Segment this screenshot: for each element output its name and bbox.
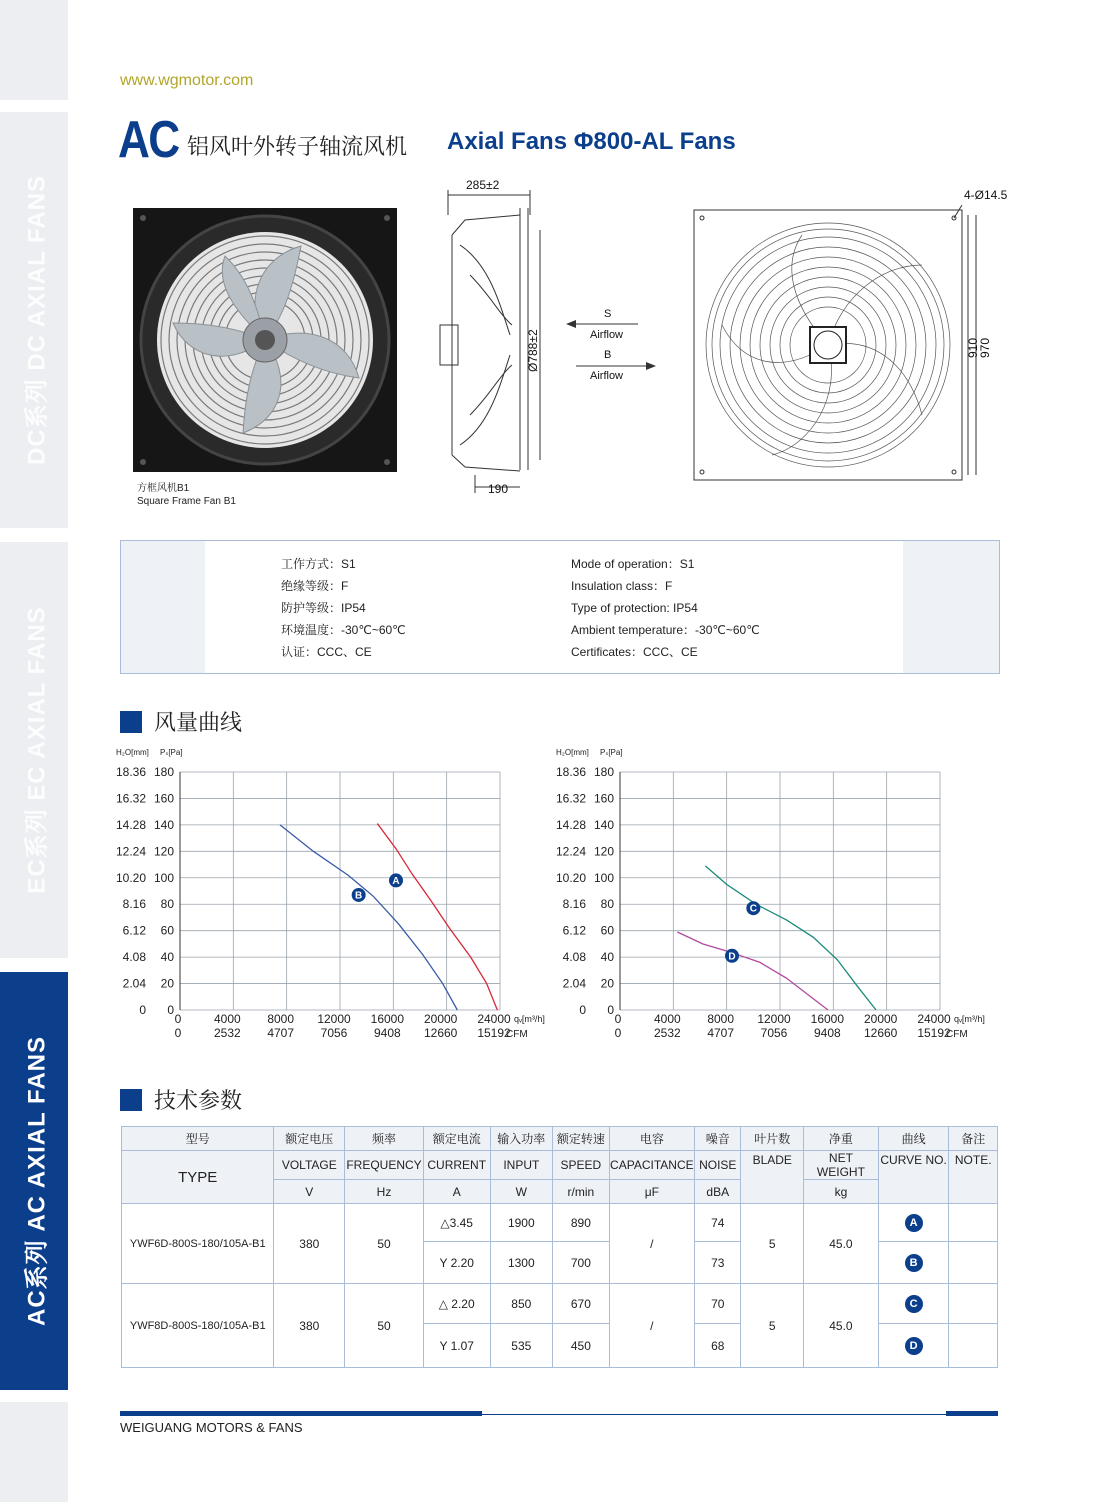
y-axis-label-pa: Pₛ[Pa] — [600, 748, 623, 757]
cell-current: Y 1.07 — [423, 1324, 490, 1368]
y-tick-mm: 16.32 — [115, 791, 146, 806]
y-tick-pa: 180 — [593, 765, 614, 779]
fan-curve-chart-1 — [110, 742, 570, 1044]
curve-label-d: D — [728, 951, 736, 963]
cell-noise: 70 — [695, 1284, 741, 1324]
th-en-note: NOTE. — [949, 1151, 998, 1204]
y-tick-mm: 8.16 — [562, 897, 586, 912]
photo-caption-cn: 方框风机B1 — [137, 483, 190, 494]
footer-bar-left — [120, 1411, 482, 1416]
th-en-curve: CURVE NO. — [878, 1151, 949, 1204]
th-unit-a: A — [423, 1180, 490, 1204]
th-unit-hz: Hz — [345, 1180, 424, 1204]
cell-type: YWF6D-800S-180/105A-B1 — [122, 1204, 274, 1284]
side-tab-ac[interactable] — [0, 972, 68, 1390]
side-tab-dc-label: DC系列 DC AXIAL FANS — [23, 174, 51, 466]
x-tick-cfm: 2532 — [653, 1026, 681, 1040]
cell-speed: 450 — [553, 1324, 610, 1368]
x-tick-cfm: 12660 — [863, 1026, 898, 1040]
th-cn-noise: 噪音 — [695, 1127, 741, 1151]
dim-width: 285±2 — [466, 178, 500, 192]
y-tick-mm: 4.08 — [562, 950, 586, 965]
cell-type: YWF8D-800S-180/105A-B1 — [122, 1284, 274, 1368]
y-tick-pa: 60 — [600, 923, 614, 938]
table-row — [122, 1204, 998, 1242]
curve-label-b: B — [355, 890, 363, 902]
th-unit-kg: kg — [804, 1180, 879, 1204]
y-tick-mm: 8.16 — [122, 897, 146, 912]
dim-970: 970 — [978, 337, 992, 358]
y-axis-label-mm: H₂O[mm] — [116, 748, 149, 757]
y-tick-mm: 6.12 — [562, 923, 586, 938]
y-tick-mm: 10.20 — [555, 870, 586, 885]
airflow-b-label: Airflow — [590, 370, 624, 382]
x-tick-m3h: 16000 — [370, 1012, 405, 1026]
th-cn-weight: 净重 — [804, 1127, 879, 1151]
cell-curve[interactable] — [878, 1204, 949, 1242]
title-ac: AC — [118, 111, 179, 169]
x-tick-cfm: 15192 — [477, 1026, 511, 1040]
th-en-capacitance: CAPACITANCE — [609, 1151, 694, 1180]
spec-box — [120, 540, 1000, 674]
curve-badge-c[interactable]: C — [905, 1295, 923, 1313]
x-tick-m3h: 0 — [174, 1012, 182, 1026]
curve-line-d — [677, 932, 828, 1010]
th-cn-frequency: 频率 — [345, 1127, 424, 1151]
cell-curve[interactable] — [878, 1324, 949, 1368]
tech-params-table — [121, 1126, 998, 1368]
th-en-frequency: FREQUENCY — [345, 1151, 424, 1180]
x-tick-m3h: 0 — [614, 1012, 622, 1026]
th-unit-dba: dBA — [695, 1180, 741, 1204]
y-tick-mm: 12.24 — [555, 844, 586, 859]
cell-input: 535 — [490, 1324, 553, 1368]
x-tick-cfm: 4707 — [267, 1026, 295, 1040]
cell-speed: 670 — [553, 1284, 610, 1324]
x-tick-cfm: 2532 — [213, 1026, 241, 1040]
th-en-speed: SPEED — [553, 1151, 610, 1180]
x-tick-cfm: 15192 — [917, 1026, 951, 1040]
y-tick-mm: 14.28 — [555, 817, 586, 832]
spec-en-2: Type of protection: IP54 — [571, 601, 698, 615]
cell-weight: 45.0 — [804, 1204, 879, 1284]
photo-caption — [137, 482, 236, 508]
section-curve-title — [120, 706, 242, 737]
th-en-weight: NET WEIGHT — [804, 1151, 879, 1180]
side-tab-ac-label: AC系列 AC AXIAL FANS — [23, 1035, 51, 1327]
x-tick-m3h: 16000 — [810, 1012, 845, 1026]
fan-photo-svg — [133, 208, 397, 472]
spec-cn-1: 绝缘等级：F — [281, 579, 349, 593]
x-tick-cfm: 7056 — [760, 1026, 788, 1040]
curve-label-c: C — [749, 903, 757, 915]
cell-voltage: 380 — [274, 1204, 345, 1284]
th-en-current: CURRENT — [423, 1151, 490, 1180]
y-tick-mm: 18.36 — [555, 765, 586, 779]
th-cn-speed: 额定转速 — [553, 1127, 610, 1151]
dim-depth: 190 — [488, 482, 509, 496]
curve-label-a: A — [392, 875, 400, 887]
spec-en-3: Ambient temperature：-30℃~60℃ — [571, 623, 760, 637]
cell-note — [949, 1242, 998, 1284]
airflow-b: B — [604, 349, 612, 361]
x-tick-m3h: 12000 — [757, 1012, 791, 1026]
th-en-blade: BLADE — [741, 1151, 804, 1204]
cell-input: 1900 — [490, 1204, 553, 1242]
side-tab-ec-label: EC系列 EC AXIAL FANS — [23, 606, 51, 894]
spec-en-4: Certificates：CCC、CE — [571, 645, 698, 659]
th-unit-w: W — [490, 1180, 553, 1204]
y-tick-pa: 40 — [600, 950, 614, 965]
x-tick-m3h: 24000 — [917, 1012, 951, 1026]
side-tab-top — [0, 0, 68, 100]
cell-speed: 890 — [553, 1204, 610, 1242]
cell-current: △3.45 — [423, 1204, 490, 1242]
curve-badge-d[interactable]: D — [905, 1337, 923, 1355]
y-tick-pa: 80 — [160, 897, 174, 912]
x-axis-label-cfm: CFM — [946, 1029, 968, 1040]
section-params-title — [120, 1084, 242, 1115]
y-tick-mm: 0 — [579, 1003, 586, 1017]
table-header-en — [122, 1151, 998, 1180]
curve-line-c — [705, 866, 876, 1010]
footer-bar-right — [946, 1411, 998, 1416]
spec-cn — [281, 553, 406, 663]
y-tick-mm: 0 — [139, 1003, 146, 1017]
cell-freq: 50 — [345, 1204, 424, 1284]
y-tick-mm: 18.36 — [115, 765, 146, 779]
photo-caption-en: Square Frame Fan B1 — [137, 496, 236, 507]
y-tick-pa: 140 — [153, 817, 174, 832]
x-tick-m3h: 4000 — [213, 1012, 241, 1026]
y-tick-pa: 100 — [153, 870, 174, 885]
th-en-type: TYPE — [122, 1151, 274, 1204]
y-tick-pa: 160 — [593, 791, 614, 806]
th-unit-v: V — [274, 1180, 345, 1204]
th-unit-rpm: r/min — [553, 1180, 610, 1204]
airflow-s-label: Airflow — [590, 329, 624, 341]
y-tick-mm: 10.20 — [115, 870, 146, 885]
x-tick-m3h: 12000 — [317, 1012, 351, 1026]
x-tick-cfm: 4707 — [707, 1026, 735, 1040]
y-tick-mm: 16.32 — [555, 791, 586, 806]
y-tick-pa: 100 — [593, 870, 614, 885]
y-tick-pa: 140 — [593, 817, 614, 832]
x-tick-cfm: 9408 — [373, 1026, 401, 1040]
cell-freq: 50 — [345, 1284, 424, 1368]
curve-badge-b[interactable]: B — [905, 1254, 923, 1272]
footer-company: WEIGUANG MOTORS & FANS — [120, 1420, 303, 1435]
y-tick-pa: 160 — [153, 791, 174, 806]
fan-curve-chart-2 — [550, 742, 1010, 1044]
spec-cn-3: 环境温度：-30℃~60℃ — [281, 623, 406, 637]
curve-line-b — [280, 825, 457, 1010]
spec-shade-left — [121, 541, 205, 673]
y-tick-pa: 120 — [153, 844, 174, 859]
y-axis-label-pa: Pₛ[Pa] — [160, 748, 183, 757]
cell-input: 850 — [490, 1284, 553, 1324]
x-axis-label-cfm: CFM — [506, 1029, 528, 1040]
th-en-noise: NOISE — [695, 1151, 741, 1180]
cell-curve[interactable] — [878, 1242, 949, 1284]
th-cn-note: 备注 — [949, 1127, 998, 1151]
cell-voltage: 380 — [274, 1284, 345, 1368]
cell-note — [949, 1324, 998, 1368]
y-tick-mm: 2.04 — [122, 976, 146, 991]
th-en-input: INPUT — [490, 1151, 553, 1180]
dim-910: 910 — [966, 337, 980, 358]
spec-en-1: Insulation class：F — [571, 579, 673, 593]
y-tick-pa: 80 — [600, 897, 614, 912]
side-tab-dc[interactable] — [0, 112, 68, 528]
table-header-cn — [122, 1127, 998, 1151]
x-tick-cfm: 0 — [174, 1026, 182, 1040]
cell-blade: 5 — [741, 1284, 804, 1368]
x-axis-label: qᵥ[m³/h] — [954, 1014, 985, 1024]
y-tick-mm: 6.12 — [122, 923, 146, 938]
x-tick-cfm: 12660 — [423, 1026, 458, 1040]
x-tick-m3h: 8000 — [707, 1012, 735, 1026]
product-photo — [133, 208, 397, 472]
section-marker-2 — [120, 1089, 142, 1111]
x-axis-label: qᵥ[m³/h] — [514, 1014, 545, 1024]
x-tick-cfm: 9408 — [813, 1026, 841, 1040]
cell-noise: 73 — [695, 1242, 741, 1284]
front-view-drawing — [692, 205, 1002, 485]
cell-note — [949, 1204, 998, 1242]
cell-current: Y 2.20 — [423, 1242, 490, 1284]
x-tick-m3h: 20000 — [863, 1012, 898, 1026]
x-tick-cfm: 0 — [614, 1026, 622, 1040]
table-row — [122, 1284, 998, 1324]
spec-en-0: Mode of operation：S1 — [571, 557, 695, 571]
cell-note — [949, 1284, 998, 1324]
x-tick-m3h: 20000 — [423, 1012, 458, 1026]
y-tick-pa: 20 — [600, 976, 614, 991]
y-tick-pa: 20 — [160, 976, 174, 991]
airflow-arrows — [566, 318, 658, 374]
spec-cn-0: 工作方式：S1 — [281, 557, 356, 571]
y-tick-pa: 60 — [160, 923, 174, 938]
cell-cap: / — [609, 1204, 694, 1284]
x-tick-m3h: 24000 — [477, 1012, 511, 1026]
y-tick-mm: 14.28 — [115, 817, 146, 832]
curve-badge-a[interactable]: A — [905, 1214, 923, 1232]
section-curve-label: 风量曲线 — [154, 710, 243, 735]
dim-diameter: Ø788±2 — [526, 329, 540, 372]
cell-blade: 5 — [741, 1204, 804, 1284]
y-tick-mm: 2.04 — [562, 976, 586, 991]
spec-cn-4: 认证：CCC、CE — [281, 645, 372, 659]
spec-cn-2: 防护等级：IP54 — [281, 601, 366, 615]
y-tick-mm: 4.08 — [122, 950, 146, 965]
th-cn-voltage: 额定电压 — [274, 1127, 345, 1151]
side-tab-bottom — [0, 1402, 68, 1502]
cell-weight: 45.0 — [804, 1284, 879, 1368]
x-tick-m3h: 4000 — [653, 1012, 681, 1026]
cell-speed: 700 — [553, 1242, 610, 1284]
cell-cap: / — [609, 1284, 694, 1368]
airflow-s: S — [604, 308, 612, 320]
th-cn-type: 型号 — [122, 1127, 274, 1151]
th-en-voltage: VOLTAGE — [274, 1151, 345, 1180]
side-tab-ec[interactable] — [0, 542, 68, 958]
website-url[interactable]: www.wgmotor.com — [120, 72, 254, 89]
x-tick-m3h: 8000 — [267, 1012, 295, 1026]
section-params-label: 技术参数 — [154, 1088, 243, 1113]
y-tick-mm: 12.24 — [115, 844, 146, 859]
dim-holes: 4-Ø14.5 — [964, 188, 1008, 202]
y-tick-pa: 0 — [607, 1003, 614, 1017]
th-cn-blade: 叶片数 — [741, 1127, 804, 1151]
section-marker — [120, 711, 142, 733]
x-tick-cfm: 7056 — [320, 1026, 348, 1040]
th-cn-current: 额定电流 — [423, 1127, 490, 1151]
y-tick-pa: 180 — [153, 765, 174, 779]
th-unit-uf: μF — [609, 1180, 694, 1204]
cell-current: △ 2.20 — [423, 1284, 490, 1324]
y-tick-pa: 0 — [167, 1003, 174, 1017]
cell-noise: 74 — [695, 1204, 741, 1242]
title-en: Axial Fans Φ800-AL Fans — [447, 128, 736, 155]
th-cn-capacitance: 电容 — [609, 1127, 694, 1151]
y-tick-pa: 40 — [160, 950, 174, 965]
y-tick-pa: 120 — [593, 844, 614, 859]
th-cn-input: 输入功率 — [490, 1127, 553, 1151]
title-cn: 铝风叶外转子轴流风机 — [187, 134, 408, 159]
cell-input: 1300 — [490, 1242, 553, 1284]
spec-shade-right — [903, 541, 999, 673]
cell-curve[interactable] — [878, 1284, 949, 1324]
cell-noise: 68 — [695, 1324, 741, 1368]
th-cn-curve: 曲线 — [878, 1127, 949, 1151]
y-axis-label-mm: H₂O[mm] — [556, 748, 589, 757]
spec-en — [571, 553, 760, 663]
